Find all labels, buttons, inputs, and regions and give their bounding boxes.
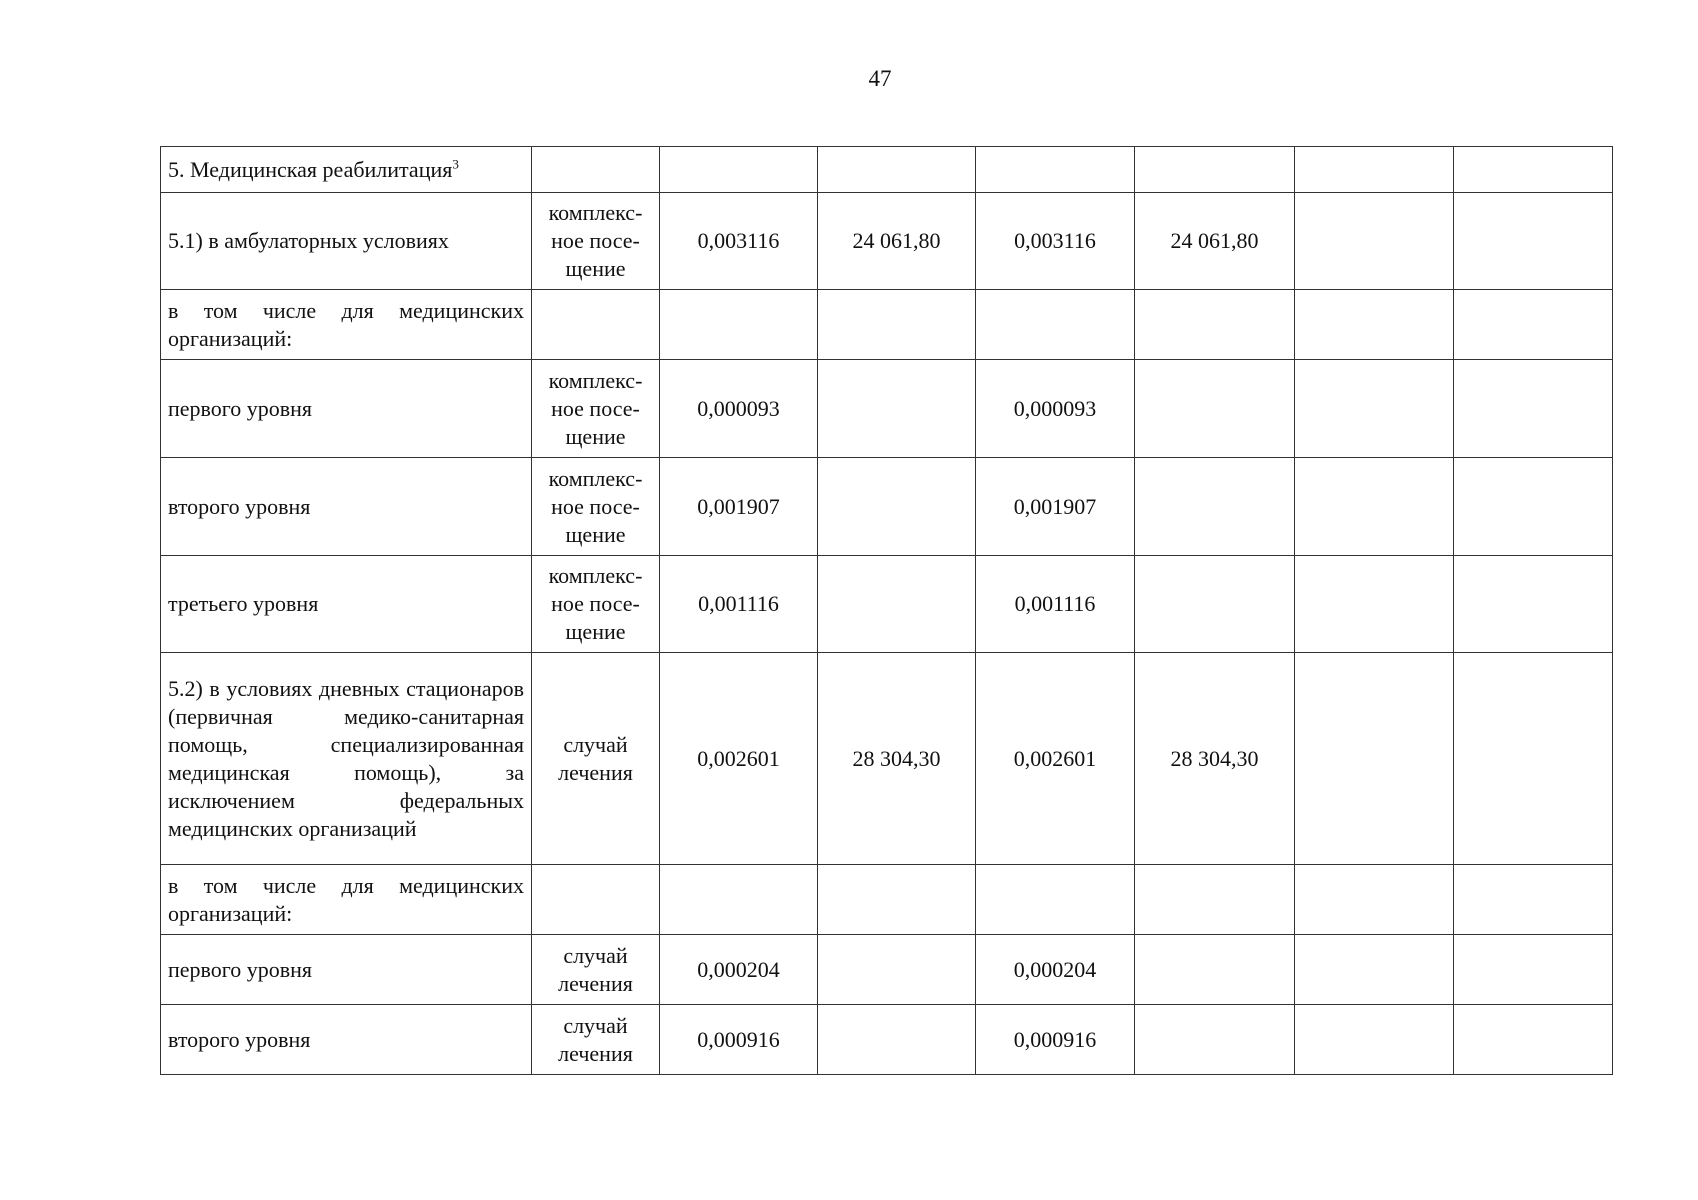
row-name: второго уровня — [161, 458, 532, 556]
unit-cell — [532, 147, 660, 193]
unit-cell: комплекс-ное посе-щение — [532, 556, 660, 653]
value-cell — [1135, 290, 1295, 360]
value-cell: 0,000093 — [976, 360, 1135, 458]
value-cell: 0,001116 — [976, 556, 1135, 653]
table-row — [161, 556, 1613, 653]
value-cell: 0,000204 — [660, 935, 818, 1005]
value-cell — [976, 865, 1135, 935]
value-cell — [1295, 653, 1454, 865]
table-row — [161, 147, 1613, 193]
value-cell — [1454, 360, 1613, 458]
unit-cell — [532, 865, 660, 935]
row-name: в том числе для медицинских организаций: — [161, 290, 532, 360]
row-name: 5.2) в условиях дневных стационаров (первичная медико-санитарная помощь, специализированная медицинская помощь), за исключением федеральных медицинских организаций — [161, 653, 532, 865]
row-name: первого уровня — [161, 935, 532, 1005]
value-cell — [818, 935, 976, 1005]
value-cell — [660, 290, 818, 360]
value-cell — [1135, 865, 1295, 935]
value-cell: 0,002601 — [976, 653, 1135, 865]
value-cell — [1135, 556, 1295, 653]
value-cell — [1135, 147, 1295, 193]
value-cell — [1454, 865, 1613, 935]
table-row — [161, 1005, 1613, 1075]
row-name: второго уровня — [161, 1005, 532, 1075]
table-row — [161, 193, 1613, 290]
value-cell: 0,001116 — [660, 556, 818, 653]
value-cell — [818, 360, 976, 458]
value-cell — [1454, 935, 1613, 1005]
value-cell — [1295, 147, 1454, 193]
unit-cell: комплекс-ное посе-щение — [532, 458, 660, 556]
value-cell — [1454, 147, 1613, 193]
value-cell — [1135, 458, 1295, 556]
value-cell — [1295, 458, 1454, 556]
value-cell: 0,000093 — [660, 360, 818, 458]
value-cell — [1295, 865, 1454, 935]
value-cell — [976, 147, 1135, 193]
value-cell — [1295, 1005, 1454, 1075]
unit-cell: комплекс-ное посе-щение — [532, 360, 660, 458]
table-row — [161, 653, 1613, 865]
table-row — [161, 865, 1613, 935]
value-cell — [1295, 290, 1454, 360]
row-name: в том числе для медицинских организаций: — [161, 865, 532, 935]
value-cell — [1135, 1005, 1295, 1075]
value-cell — [818, 556, 976, 653]
value-cell — [1295, 193, 1454, 290]
value-cell: 0,001907 — [660, 458, 818, 556]
value-cell — [1135, 360, 1295, 458]
table-row — [161, 458, 1613, 556]
value-cell: 0,003116 — [976, 193, 1135, 290]
value-cell: 0,000916 — [660, 1005, 818, 1075]
row-name: 5.1) в амбулаторных условиях — [161, 193, 532, 290]
value-cell — [818, 865, 976, 935]
table-row — [161, 290, 1613, 360]
value-cell — [1295, 556, 1454, 653]
value-cell — [660, 147, 818, 193]
value-cell: 0,003116 — [660, 193, 818, 290]
value-cell — [1295, 360, 1454, 458]
value-cell: 0,001907 — [976, 458, 1135, 556]
table-row — [161, 935, 1613, 1005]
unit-cell — [532, 290, 660, 360]
value-cell — [976, 290, 1135, 360]
table-row — [161, 360, 1613, 458]
unit-cell: случай лечения — [532, 935, 660, 1005]
value-cell — [1295, 935, 1454, 1005]
value-cell — [818, 147, 976, 193]
value-cell — [1454, 193, 1613, 290]
footnote-mark: 3 — [452, 156, 459, 172]
value-cell — [1454, 1005, 1613, 1075]
row-name: третьего уровня — [161, 556, 532, 653]
value-cell — [1454, 290, 1613, 360]
value-cell: 24 061,80 — [818, 193, 976, 290]
row-name: 5. Медицинская реабилитация — [168, 156, 453, 182]
value-cell: 24 061,80 — [1135, 193, 1295, 290]
value-cell: 0,000204 — [976, 935, 1135, 1005]
row-name: первого уровня — [161, 360, 532, 458]
page-number: 47 — [868, 66, 892, 91]
value-cell — [1454, 653, 1613, 865]
value-cell: 28 304,30 — [818, 653, 976, 865]
value-cell: 0,002601 — [660, 653, 818, 865]
value-cell — [818, 290, 976, 360]
unit-cell: случай лечения — [532, 1005, 660, 1075]
row-name-cell — [161, 147, 532, 193]
value-cell — [1135, 935, 1295, 1005]
value-cell — [1454, 556, 1613, 653]
value-cell: 28 304,30 — [1135, 653, 1295, 865]
value-cell — [818, 1005, 976, 1075]
value-cell — [660, 865, 818, 935]
unit-cell: случай лечения — [532, 653, 660, 865]
unit-cell: комплекс-ное посе-щение — [532, 193, 660, 290]
value-cell — [1454, 458, 1613, 556]
value-cell — [818, 458, 976, 556]
value-cell: 0,000916 — [976, 1005, 1135, 1075]
data-table — [160, 146, 1613, 1075]
